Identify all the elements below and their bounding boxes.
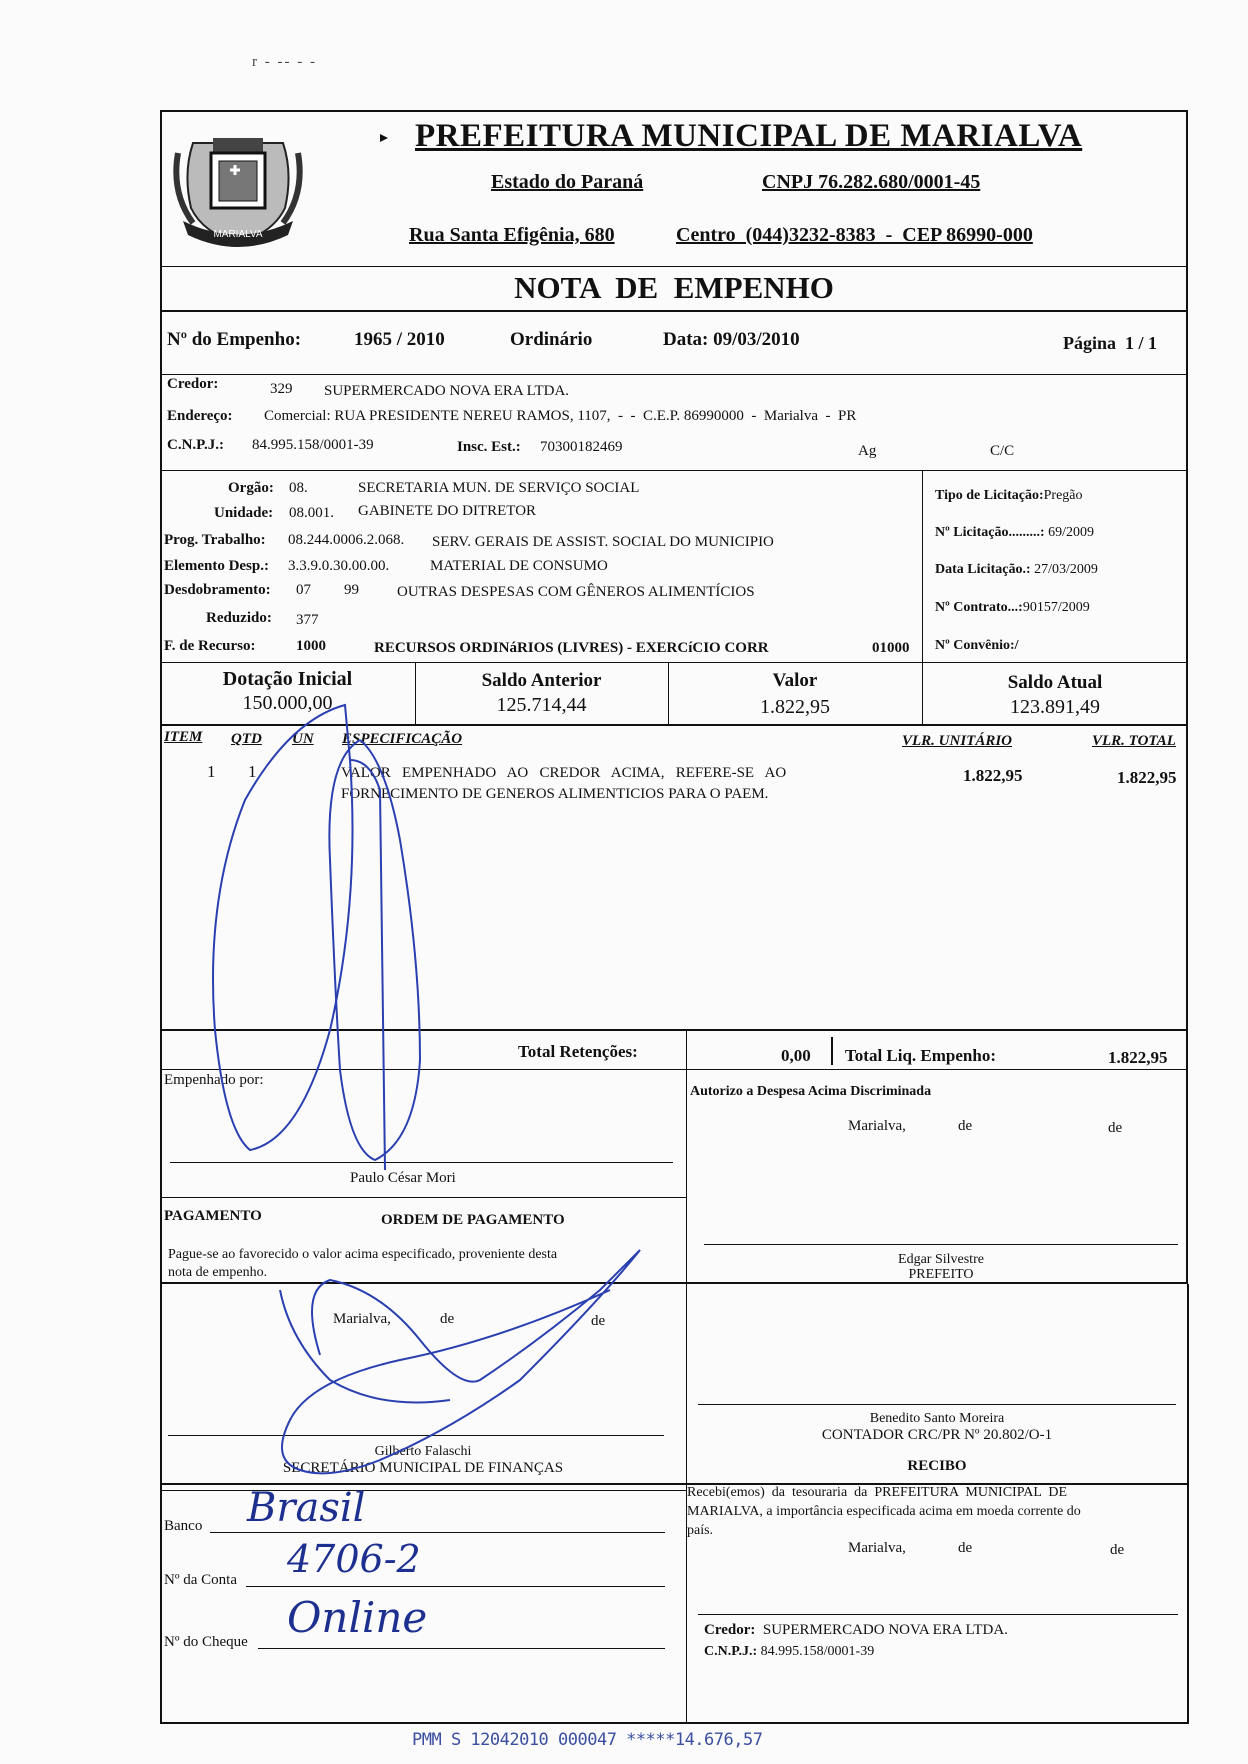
elemento-code: 3.3.9.0.30.00.00. — [288, 558, 390, 574]
retencoes-value: 0,00 — [781, 1046, 811, 1065]
banco-handwritten: Brasil — [247, 1485, 366, 1531]
item-description-line2: FORNECIMENTO DE GENEROS ALIMENTICIOS PARA O PAEM. — [341, 786, 769, 802]
saldo-anterior-value: 125.714,44 — [496, 694, 587, 716]
ag-label: Ag — [858, 443, 877, 459]
secretario-signature — [160, 1443, 686, 1477]
pague-se-line1: Pague-se ao favorecido o valor acima especificado, proveniente desta — [168, 1247, 558, 1262]
cnpj-label: C.N.P.J.: — [167, 437, 224, 453]
credor-cnpj: 84.995.158/0001-39 — [252, 437, 374, 453]
prog-value: SERV. GERAIS DE ASSIST. SOCIAL DO MUNICIPIO — [432, 534, 774, 550]
prefeito-cargo: PREFEITO — [908, 1267, 974, 1282]
header-title: PREFEITURA MUNICIPAL DE MARIALVA — [415, 118, 1083, 154]
recibo-text — [687, 1483, 1187, 1540]
valor-value: 1.822,95 — [760, 696, 830, 718]
pagamento-label: PAGAMENTO — [164, 1208, 262, 1224]
item-description-line1: VALOR EMPENHADO AO CREDOR ACIMA, REFERE-SE AO — [341, 765, 787, 781]
orgao-value: SECRETARIA MUN. DE SERVIÇO SOCIAL — [358, 480, 640, 496]
orgao-label: Orgão: — [228, 480, 274, 496]
recibo-marialva: Marialva, — [848, 1540, 906, 1556]
recibo-line1: Recebi(emos) da tesouraria da PREFEITURA MUNICIPAL DE — [687, 1485, 1068, 1500]
pague-se-line2: nota de empenho. — [168, 1265, 268, 1280]
credor-name: SUPERMERCADO NOVA ERA LTDA. — [324, 383, 570, 399]
ordem-pagamento-label: ORDEM DE PAGAMENTO — [381, 1212, 565, 1228]
recibo-title: RECIBO — [907, 1458, 967, 1474]
authentication-stamp: PMM S 12042010 000047 *****14.676,57 — [412, 1730, 763, 1750]
header-cnpj: CNPJ 76.282.680/0001-45 — [762, 171, 981, 193]
conta-label: Nº da Conta — [164, 1572, 237, 1588]
prog-label: Prog. Trabalho: — [164, 532, 266, 548]
prefeito-nome: Edgar Silvestre — [898, 1252, 984, 1267]
insc-label: Insc. Est.: — [457, 439, 521, 455]
recurso-label: F. de Recurso: — [164, 638, 256, 654]
endereco-label: Endereço: — [167, 408, 233, 424]
autorizo-text: Autorizo a Despesa Acima Discriminada — [690, 1084, 932, 1099]
bullet-icon — [378, 131, 392, 145]
unidade-label: Unidade: — [214, 505, 274, 521]
orgao-code: 08. — [289, 480, 308, 496]
contador-signature — [698, 1410, 1176, 1444]
recibo-line2: MARIALVA, a importância especificada acima em moeda corrente do — [687, 1504, 1081, 1519]
licitacao-tipo: Tipo de Licitação:Pregão — [935, 488, 1083, 503]
items-header-qtd: QTD — [231, 731, 262, 747]
recurso-code2: 01000 — [872, 640, 910, 656]
empenhado-por-nome: Paulo César Mori — [350, 1170, 456, 1186]
recibo-de2: de — [1110, 1542, 1125, 1558]
reduzido-label: Reduzido: — [206, 610, 272, 626]
unidade-value: GABINETE DO DITRETOR — [358, 503, 537, 519]
cc-label: C/C — [990, 443, 1015, 459]
unidade-code: 08.001. — [289, 505, 334, 521]
empenho-type: Ordinário — [510, 329, 593, 350]
secretario-cargo: SECRETÁRIO MUNICIPAL DE FINANÇAS — [282, 1460, 564, 1476]
item-qtd: 1 — [248, 762, 257, 781]
empenho-date: Data: 09/03/2010 — [663, 329, 800, 350]
desdobramento-code1: 07 — [296, 582, 311, 598]
header-contact: Centro (044)3232-8383 - CEP 86990-000 — [676, 224, 1033, 246]
empenho-number: 1965 / 2010 — [354, 329, 445, 350]
conta-handwritten: 4706-2 — [287, 1537, 421, 1581]
items-header-un: UN — [292, 731, 314, 747]
cheque-handwritten: Online — [287, 1593, 428, 1642]
endereco-value: Comercial: RUA PRESIDENTE NEREU RAMOS, 1107, - - C.E.P. 86990000 - Marialva - PR — [264, 408, 857, 424]
empenhado-por-label: Empenhado por: — [164, 1072, 264, 1088]
autorizo-de1: de — [958, 1118, 973, 1134]
desdobramento-value: OUTRAS DESPESAS COM GÊNEROS ALIMENTÍCIOS — [397, 584, 755, 600]
secretario-nome: Gilberto Falaschi — [374, 1444, 472, 1459]
prefeito-signature — [704, 1252, 1178, 1282]
dotacao-value: 150.000,00 — [242, 692, 333, 714]
dotacao-label: Dotação Inicial — [222, 668, 353, 690]
items-header-item: ITEM — [164, 729, 203, 745]
licitacao-numero: Nº Licitação.........: 69/2009 — [935, 525, 1094, 540]
total-liq-value: 1.822,95 — [1108, 1048, 1168, 1067]
reduzido-value: 377 — [296, 612, 319, 628]
saldo-atual-value: 123.891,49 — [1010, 696, 1100, 718]
items-header-unit: VLR. UNITÁRIO — [902, 733, 1013, 749]
recurso-code: 1000 — [296, 638, 326, 654]
autorizo-marialva: Marialva, — [848, 1118, 906, 1134]
recibo-credor: Credor: SUPERMERCADO NOVA ERA LTDA. — [704, 1622, 1008, 1638]
banco-label: Banco — [164, 1518, 203, 1534]
recibo-de1: de — [958, 1540, 973, 1556]
empenho-number-label: Nº do Empenho: — [167, 329, 302, 350]
valor-label: Valor — [772, 670, 818, 691]
elemento-value: MATERIAL DE CONSUMO — [430, 558, 608, 574]
cheque-label: Nº do Cheque — [164, 1634, 248, 1650]
item-unit-value: 1.822,95 — [963, 766, 1023, 785]
credor-label: Credor: — [167, 376, 219, 392]
crest-banner-text: MARIALVA — [213, 229, 263, 240]
pagamento-de1: de — [440, 1311, 455, 1327]
item-total-value: 1.822,95 — [1117, 768, 1177, 787]
header-street: Rua Santa Efigênia, 680 — [409, 224, 615, 246]
desdobramento-code2: 99 — [344, 582, 359, 598]
licitacao-data: Data Licitação.: 27/03/2009 — [935, 562, 1098, 577]
saldo-anterior-label: Saldo Anterior — [481, 670, 602, 691]
insc-value: 70300182469 — [540, 439, 623, 455]
header-state: Estado do Paraná — [491, 171, 644, 193]
recibo-credor-cnpj: C.N.P.J.: 84.995.158/0001-39 — [704, 1644, 875, 1659]
retencoes-label: Total Retenções: — [518, 1042, 638, 1061]
autorizo-de2: de — [1108, 1120, 1123, 1136]
desdobramento-label: Desdobramento: — [164, 582, 271, 598]
credor-code: 329 — [270, 381, 293, 397]
recurso-value: RECURSOS ORDINáRIOS (LIVRES) - EXERCíCIO CORR — [374, 640, 769, 656]
items-header-espec: ESPECIFICAÇÃO — [342, 731, 463, 747]
licitacao-convenio: Nº Convênio:/ — [935, 638, 1019, 653]
item-number: 1 — [207, 762, 216, 781]
items-header-total: VLR. TOTAL — [1092, 733, 1176, 749]
pagamento-marialva: Marialva, — [333, 1311, 391, 1327]
prog-code: 08.244.0006.2.068. — [288, 532, 405, 548]
document-title: NOTA DE EMPENHO — [514, 270, 834, 305]
top-scribble: r - -- - - — [252, 54, 317, 70]
saldo-atual-label: Saldo Atual — [1007, 672, 1103, 693]
pagamento-de2: de — [591, 1313, 606, 1329]
elemento-label: Elemento Desp.: — [164, 558, 269, 574]
contador-cargo: CONTADOR CRC/PR Nº 20.802/O-1 — [821, 1427, 1053, 1443]
page-number: Página 1 / 1 — [1063, 333, 1158, 353]
recibo-line3: país. — [687, 1523, 714, 1538]
total-liq-label: Total Liq. Empenho: — [845, 1046, 996, 1065]
licitacao-contrato: Nº Contrato...:90157/2009 — [935, 600, 1090, 615]
contador-nome: Benedito Santo Moreira — [869, 1411, 1005, 1426]
